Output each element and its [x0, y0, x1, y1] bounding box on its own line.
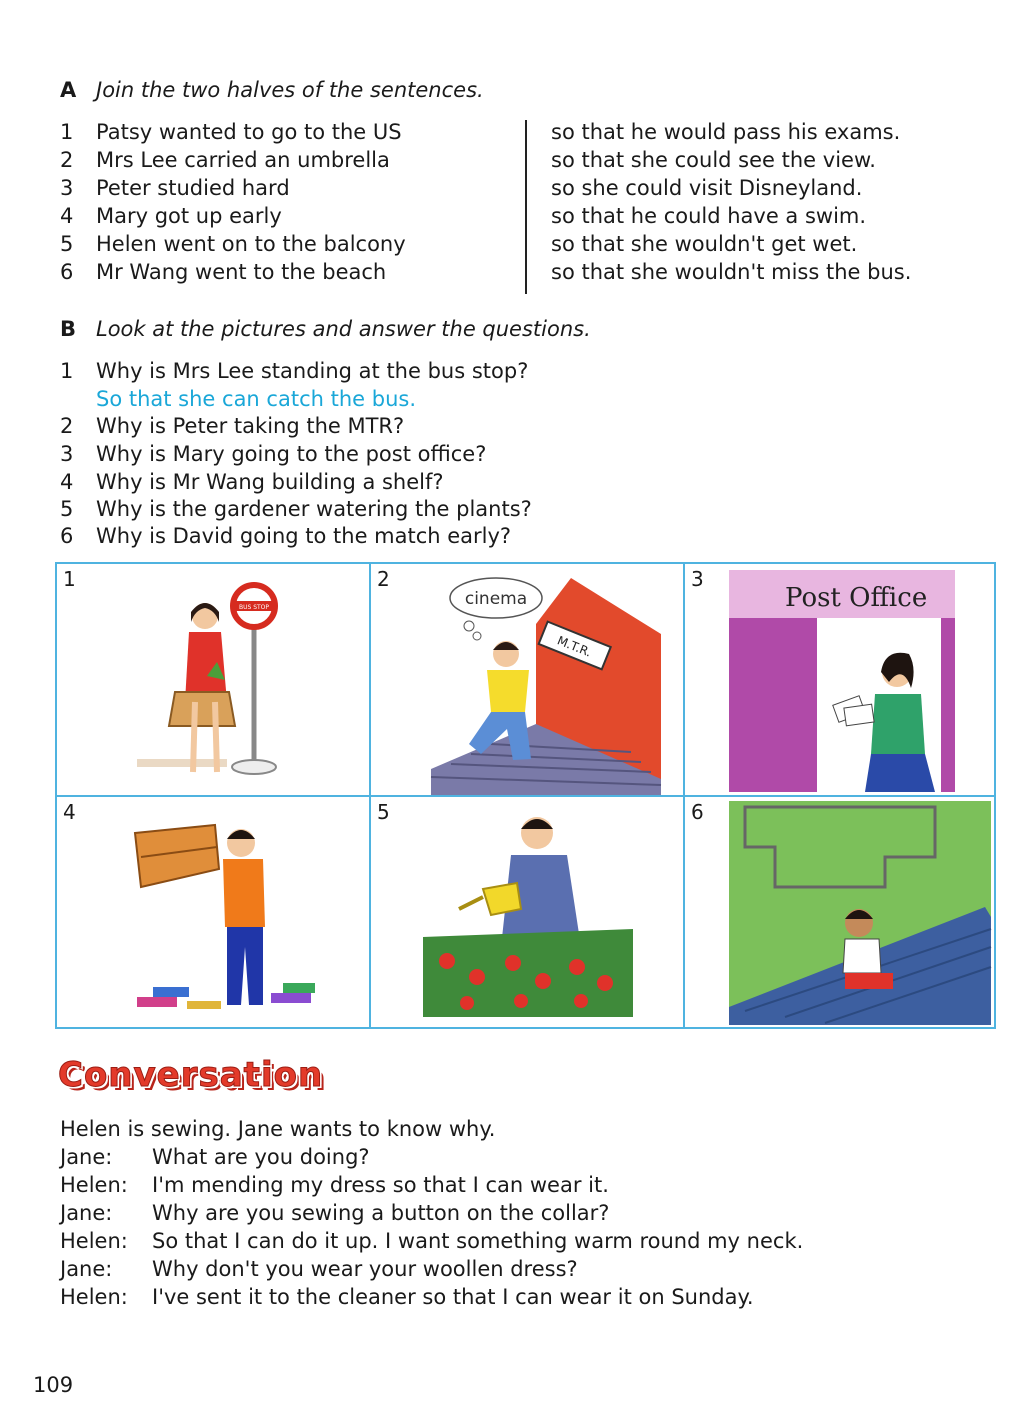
conversation-title: Conversation — [58, 1055, 324, 1095]
bus-stop-base — [232, 760, 276, 774]
speaker-label: Helen: — [60, 1285, 128, 1309]
cinema-thought-text: cinema — [464, 589, 528, 609]
dialogue-line: I've sent it to the cleaner so that I can wear it on Sunday. — [152, 1285, 754, 1309]
dialogue-line: Why don't you wear your woollen dress? — [152, 1257, 578, 1281]
left-item-number: 5 — [60, 232, 74, 256]
bus-stop-sign-text: BUS STOP — [238, 604, 270, 611]
man-trousers — [227, 927, 263, 1005]
post-office-sign-text: Post Office — [785, 583, 928, 613]
post-office-wall — [729, 618, 817, 792]
stadium-illustration — [685, 797, 994, 1027]
picture-number: 3 — [691, 567, 704, 591]
question-number: 4 — [60, 470, 74, 494]
dialogue-line: Why are you sewing a button on the collar? — [152, 1201, 610, 1225]
left-item-number: 6 — [60, 260, 74, 284]
thought-dot — [464, 621, 474, 631]
section-b-letter: B — [60, 317, 77, 341]
question-text: Why is Mary going to the post office? — [96, 442, 487, 466]
right-item-text: so that she could see the view. — [551, 148, 876, 172]
question-number: 2 — [60, 414, 74, 438]
question-number: 5 — [60, 497, 74, 521]
speaker-label: Helen: — [60, 1229, 128, 1253]
gardener-hair — [521, 819, 553, 829]
left-item-text: Mrs Lee carried an umbrella — [96, 148, 390, 172]
column-divider — [525, 120, 527, 294]
section-a-instruction: Join the two halves of the sentences. — [96, 78, 484, 102]
woman-leg — [215, 702, 217, 772]
woman-skirt — [865, 754, 935, 792]
picture-number: 4 — [63, 800, 76, 824]
boy-hair — [493, 642, 519, 650]
woman-leg — [193, 702, 195, 772]
watering-can-icon — [483, 883, 521, 915]
question-text: Why is Mr Wang building a shelf? — [96, 470, 444, 494]
picture-cell-6 — [685, 797, 998, 1029]
picture-cell-4 — [57, 797, 370, 1029]
picture-cell-3 — [685, 564, 998, 796]
right-item-text: so that she wouldn't miss the bus. — [551, 260, 912, 284]
books-icon — [137, 983, 315, 1009]
left-item-text: Peter studied hard — [96, 176, 290, 200]
page-number: 109 — [33, 1373, 74, 1397]
man-shirt — [223, 859, 265, 927]
question-text: Why is Mrs Lee standing at the bus stop? — [96, 359, 529, 383]
boy-shirt — [843, 939, 881, 973]
conversation-intro: Helen is sewing. Jane wants to know why. — [60, 1117, 496, 1141]
example-answer: So that she can catch the bus. — [96, 387, 416, 411]
thought-dot — [473, 632, 481, 640]
picture-number: 5 — [377, 800, 390, 824]
speaker-label: Jane: — [60, 1145, 113, 1169]
flower-bed — [423, 929, 633, 1017]
question-text: Why is the gardener watering the plants? — [96, 497, 532, 521]
left-item-text: Mary got up early — [96, 204, 282, 228]
dialogue-line: So that I can do it up. I want something warm round my neck. — [152, 1229, 804, 1253]
right-item-text: so that he would pass his exams. — [551, 120, 901, 144]
picture-number: 2 — [377, 567, 390, 591]
dialogue-line: I'm mending my dress so that I can wear it. — [152, 1173, 609, 1197]
section-a-letter: A — [60, 78, 77, 102]
picture-cell-1 — [57, 564, 370, 796]
picture-number: 6 — [691, 800, 704, 824]
picture-cell-2 — [371, 564, 684, 796]
question-number: 1 — [60, 359, 74, 383]
shelf-illustration — [57, 797, 370, 1027]
right-item-text: so that she wouldn't get wet. — [551, 232, 858, 256]
question-number: 3 — [60, 442, 74, 466]
mtr-illustration — [371, 564, 684, 795]
picture-cell-5 — [371, 797, 684, 1029]
question-text: Why is Peter taking the MTR? — [96, 414, 405, 438]
left-item-text: Mr Wang went to the beach — [96, 260, 387, 284]
shopping-bag-icon — [169, 692, 235, 726]
speaker-label: Helen: — [60, 1173, 128, 1197]
left-item-text: Helen went on to the balcony — [96, 232, 406, 256]
left-item-number: 3 — [60, 176, 74, 200]
picture-number: 1 — [63, 567, 76, 591]
left-item-text: Patsy wanted to go to the US — [96, 120, 402, 144]
right-item-text: so that he could have a swim. — [551, 204, 867, 228]
speaker-label: Jane: — [60, 1257, 113, 1281]
picture-grid — [55, 562, 996, 1029]
mtr-sign-text: M.T.R. — [555, 633, 594, 660]
question-text: Why is David going to the match early? — [96, 524, 512, 548]
speaker-label: Jane: — [60, 1201, 113, 1225]
right-item-text: so she could visit Disneyland. — [551, 176, 863, 200]
boy-shirt — [487, 670, 529, 712]
question-number: 6 — [60, 524, 74, 548]
boy-shorts — [845, 973, 893, 989]
dialogue-line: What are you doing? — [152, 1145, 370, 1169]
left-item-number: 2 — [60, 148, 74, 172]
man-hair — [227, 830, 255, 839]
post-office-illustration — [685, 564, 994, 795]
post-office-wall — [941, 618, 955, 792]
watering-can-spout — [459, 897, 483, 909]
gardener-illustration — [371, 797, 684, 1027]
woman-top — [871, 694, 925, 754]
bus-stop-illustration — [57, 564, 370, 795]
section-b-instruction: Look at the pictures and answer the questions. — [96, 317, 591, 341]
left-item-number: 1 — [60, 120, 74, 144]
ground — [137, 759, 227, 767]
left-item-number: 4 — [60, 204, 74, 228]
